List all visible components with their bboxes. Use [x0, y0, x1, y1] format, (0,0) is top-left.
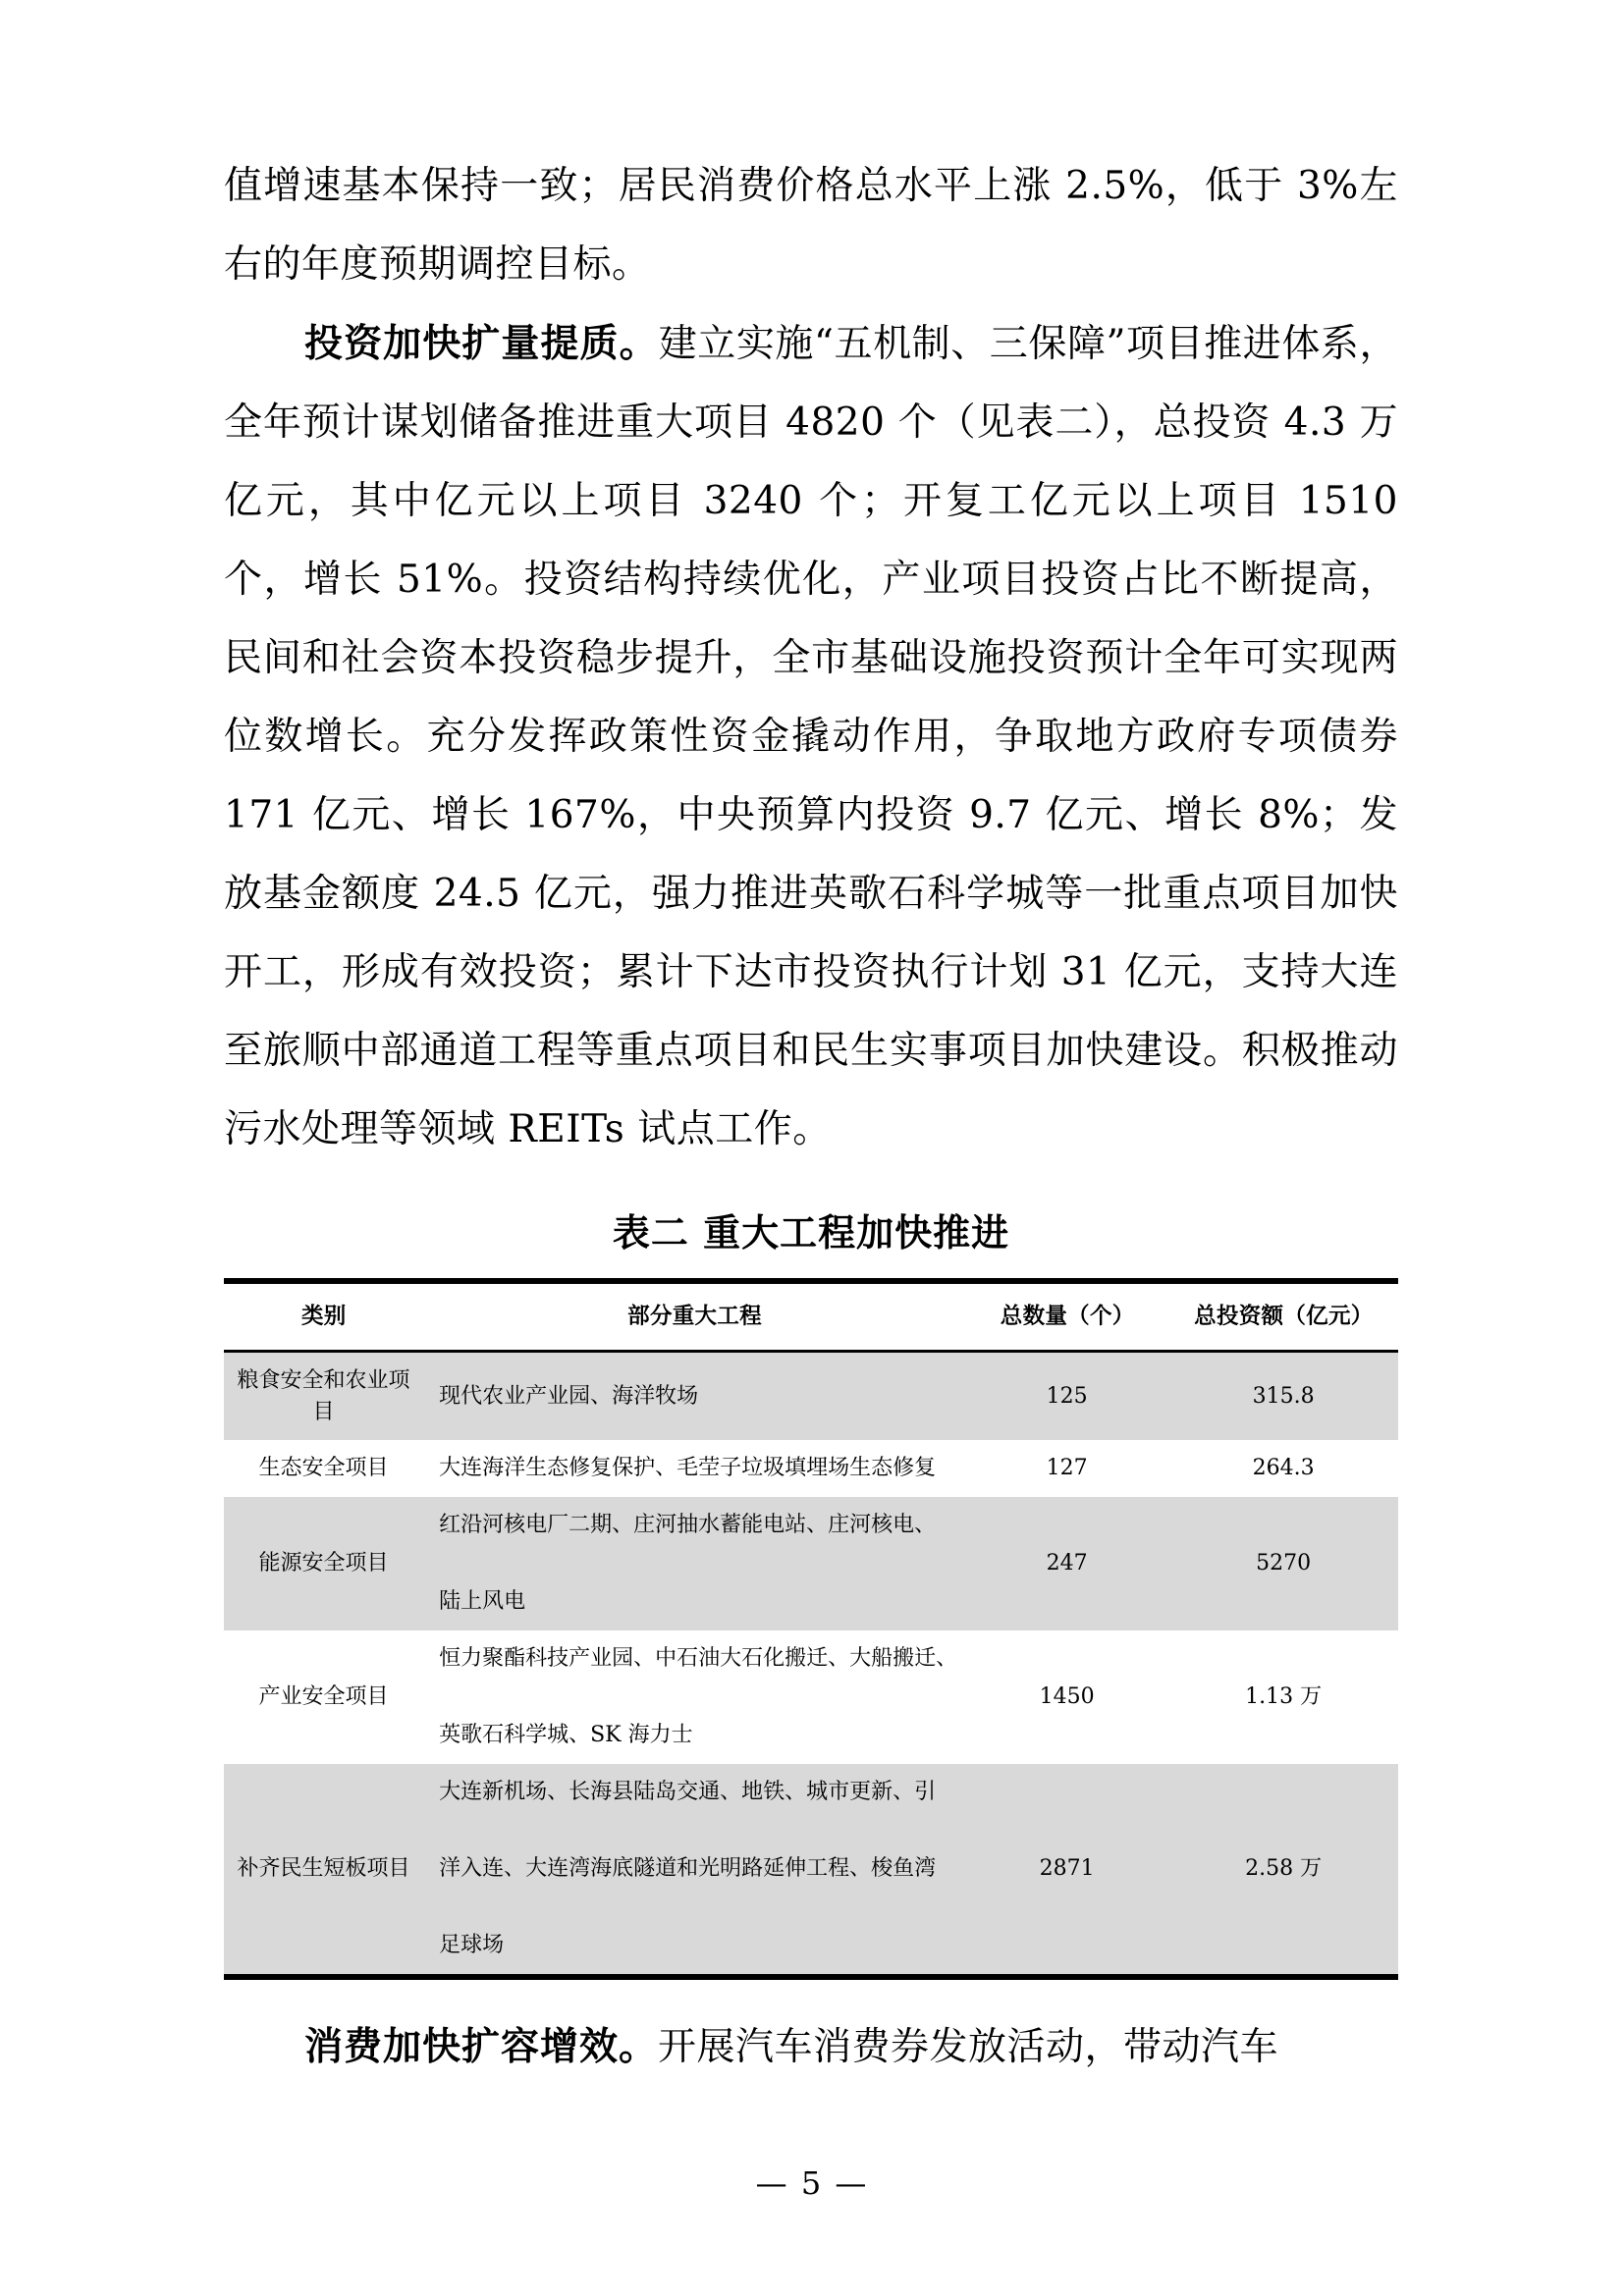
- table-header-category: 类别: [224, 1284, 424, 1350]
- table-cell-amount: 1.13 万: [1168, 1630, 1398, 1764]
- table-cell-category: 生态安全项目: [224, 1440, 423, 1497]
- table-cell-count: 2871: [965, 1764, 1168, 1974]
- paragraph-consumption: [224, 2007, 1398, 2087]
- table-cell-projects: [423, 1497, 965, 1630]
- table-row: [224, 1440, 1398, 1497]
- table-header-projects: 部分重大工程: [424, 1284, 966, 1350]
- paragraph-investment: [224, 304, 1398, 1169]
- table-cell-count: 127: [965, 1440, 1168, 1497]
- table-head: [224, 1284, 1398, 1350]
- table-cell-project-line: 陆上风电: [439, 1589, 526, 1615]
- page-content: [224, 0, 1398, 2087]
- page-number: — 5 —: [755, 2164, 869, 2202]
- table-cell-count: 1450: [965, 1630, 1168, 1764]
- table-cell-category: 能源安全项目: [224, 1497, 423, 1630]
- table-cell-amount: 5270: [1168, 1497, 1398, 1630]
- table-cell-projects: [423, 1440, 965, 1497]
- table-cell-category: 补齐民生短板项目: [224, 1764, 423, 1974]
- table-cell-project-line: 现代农业产业园、海洋牧场: [439, 1383, 699, 1409]
- table-row: [224, 1353, 1398, 1441]
- major-projects-table-body: [224, 1353, 1398, 1974]
- table-cell-project-line: 足球场: [439, 1932, 505, 1957]
- table-body: [224, 1353, 1398, 1974]
- table-cell-project-line: 英歌石科学城、SK 海力士: [439, 1722, 693, 1747]
- paragraph-consumption-lead: 消费加快扩容增效。: [304, 2023, 659, 2069]
- table-cell-amount: 2.58 万: [1168, 1764, 1398, 1974]
- table-row: [224, 1630, 1398, 1764]
- table-bottom-rule: [224, 1974, 1398, 1980]
- major-projects-table-wrap: [224, 1278, 1398, 1980]
- table-cell-projects: [423, 1353, 965, 1441]
- table-header-amount: 总投资额（亿元）: [1169, 1284, 1398, 1350]
- paragraph-consumption-text: 开展汽车消费券发放活动，带动汽车: [658, 2024, 1279, 2069]
- table-cell-project-line: 大连新机场、长海县陆岛交通、地铁、城市更新、引: [439, 1779, 937, 1804]
- table-cell-project-line: 红沿河核电厂二期、庄河抽水蓄能电站、庄河核电、: [439, 1513, 937, 1538]
- table-header-row: [224, 1284, 1398, 1350]
- table-cell-amount: 264.3: [1168, 1440, 1398, 1497]
- table-cell-amount: 315.8: [1168, 1353, 1398, 1441]
- table-cell-project-line: 大连海洋生态修复保护、毛茔子垃圾填埋场生态修复: [439, 1456, 937, 1481]
- table-cell-projects: [423, 1764, 965, 1974]
- paragraph-investment-lead: 投资加快扩量提质。: [304, 321, 659, 366]
- major-projects-table: [224, 1284, 1398, 1350]
- table-cell-category: 产业安全项目: [224, 1630, 423, 1764]
- paragraph-continued: 值增速基本保持一致；居民消费价格总水平上涨 2.5%，低于 3%左右的年度预期调控目标。: [224, 164, 1398, 287]
- table-cell-project-line: 洋入连、大连湾海底隧道和光明路延伸工程、梭鱼湾: [439, 1855, 937, 1881]
- table-cell-count: 247: [965, 1497, 1168, 1630]
- table-row: [224, 1764, 1398, 1974]
- table-cell-category: 粮食安全和农业项目: [224, 1353, 423, 1441]
- table-caption: 表二 重大工程加快推进: [612, 1211, 1010, 1255]
- table-cell-projects: [423, 1630, 965, 1764]
- table-cell-count: 125: [965, 1353, 1168, 1441]
- paragraph-investment-text: 建立实施“五机制、三保障”项目推进体系，全年预计谋划储备推进重大项目 4820 个（见表二），总投资 4.3 万亿元，其中亿元以上项目 3240 个；开复工亿元以上项目 1510 个，增长 51%。投资结构持续优化，产业项目投资占比不断提高，民间和社会资本投资稳步提升，全市基础设施投资预计全年可实现两位数增长。充分发挥政策性资金撬动作用，争取地方政府专项债券 171 亿元、增长 167%，中央预算内投资 9.7 亿元、增长 8%；发放基金额度 24.5 亿元，强力推进英歌石科学城等一批重点项目加快开工，形成有效投资；累计下达市投资执行计划 31 亿元，支持大连至旅顺中部通道工程等重点项目和民生实事项目加快建设。积极推动污水处理等领域 REITs 试点工作。: [224, 322, 1398, 1151]
- table-row: [224, 1497, 1398, 1630]
- table-header-count: 总数量（个）: [966, 1284, 1169, 1350]
- table-cell-project-line: 恒力聚酯科技产业园、中石油大石化搬迁、大船搬迁、: [439, 1646, 958, 1672]
